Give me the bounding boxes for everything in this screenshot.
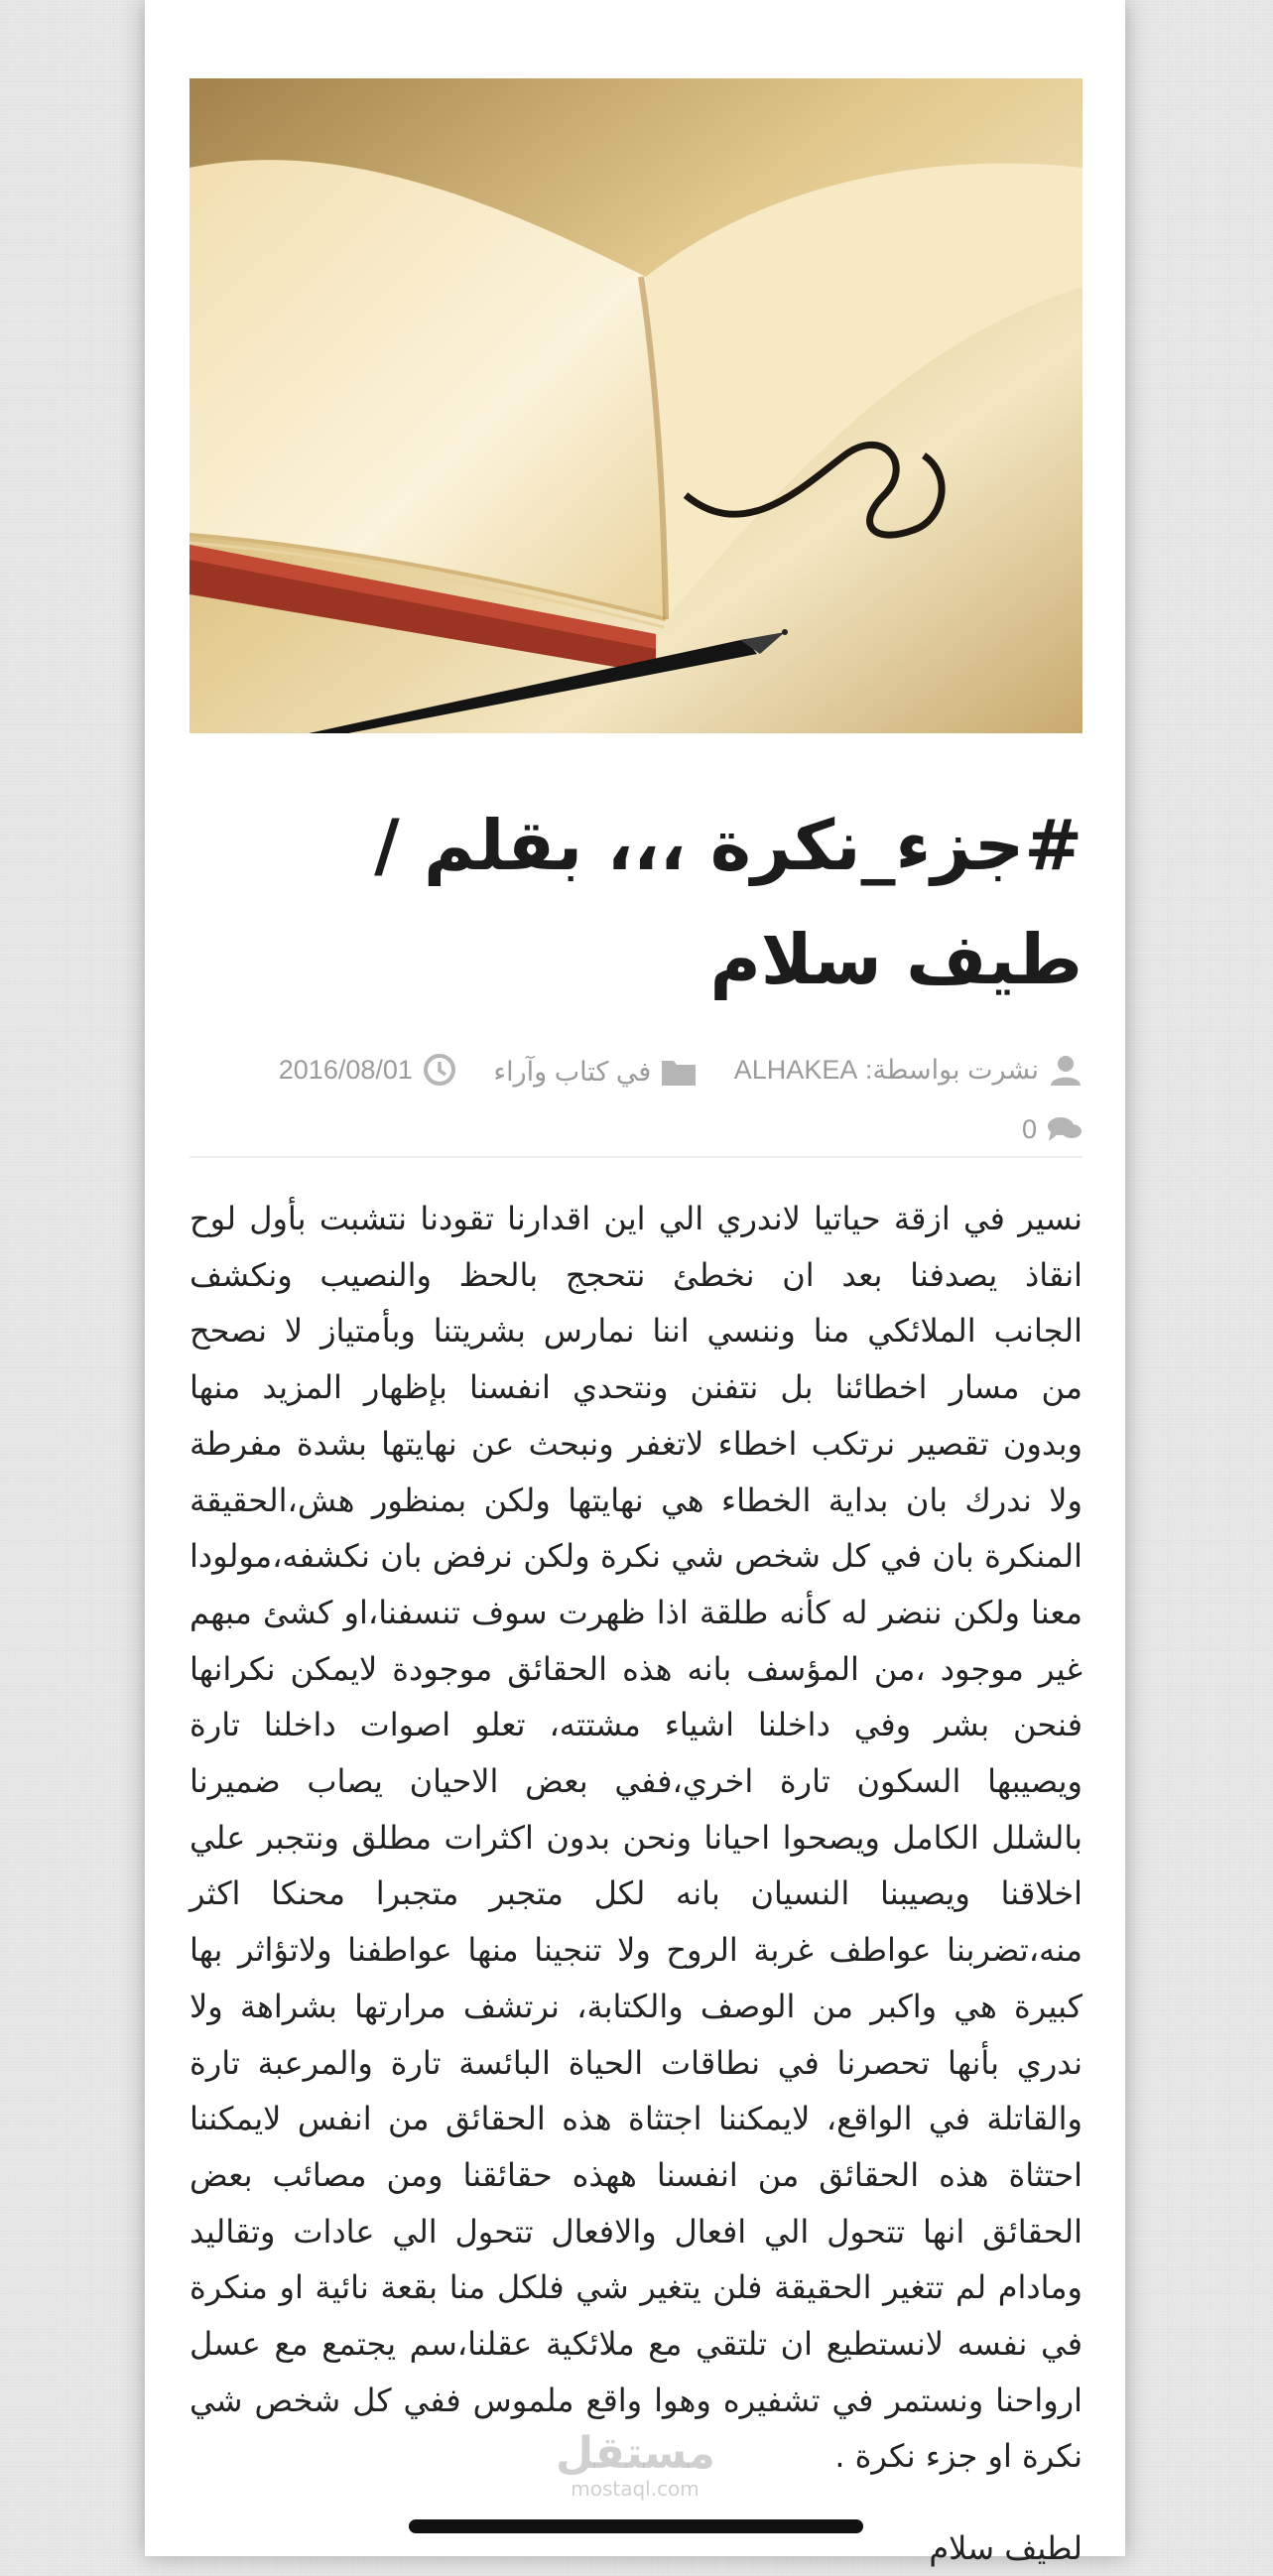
- meta-author: [734, 1044, 1082, 1095]
- user-icon: [1049, 1053, 1082, 1087]
- post-body-line: ندري بأنها تحصرنا في نطاقات الحياة البائسة تارة والمرعبة تارة: [190, 2043, 1082, 2082]
- folder-icon: [661, 1057, 697, 1087]
- post-body-line: فنحن بشر وفي داخلنا اشياء مشتته، تعلو اصوات داخلنا تارة: [190, 1706, 1082, 1744]
- clock-icon: [423, 1053, 456, 1087]
- meta-date-value: 2016/08/01: [278, 1055, 413, 1085]
- home-indicator[interactable]: [409, 2519, 863, 2533]
- post-body-line: الحقائق انها تتحول الي افعال والافعال تتحول الي عادات وتقاليد: [190, 2212, 1082, 2251]
- post-title-line-2: طيف سلام: [709, 919, 1082, 1000]
- meta-comments[interactable]: [1022, 1103, 1082, 1155]
- post-body-line: ويصيبها السكون تارة اخري،ففي بعض الاحيان يصاب ضميرنا: [190, 1762, 1082, 1801]
- post-body-line: احتثاة هذه الحقائق من انفسنا ههذه حقائقنا ومن مصائب بعض: [190, 2155, 1082, 2194]
- next-line-text: لطيف سلام: [929, 2529, 1082, 2567]
- post-body-line: بالشلل الكامل ويصحوا احيانا ونحن بدون اكثرات مطلق ونتجبر علي: [190, 1818, 1082, 1857]
- post-body-line: غير موجود ،من المؤسف بانه هذه الحقائق موجودة لايمكن نكرانها: [190, 1649, 1082, 1688]
- post-body-line: والقاتلة في الواقع، لايمكننا اجتثاة هذه الحقائق من انفس لايمكننا: [190, 2100, 1082, 2138]
- meta-category: [493, 1046, 697, 1097]
- post-body: [190, 1191, 1082, 2485]
- post-body-line: نكرة او جزء نكرة .: [834, 2437, 1082, 2476]
- notebook-illustration: [190, 78, 1082, 733]
- meta-published-by-label: نشرت بواسطة:: [864, 1055, 1039, 1085]
- meta-category-link[interactable]: في كتاب وآراء: [493, 1057, 652, 1087]
- watermark-brand-ar: مستقل: [556, 2428, 715, 2479]
- post-body-line: في نفسه لانستطيع ان تلتقي مع ملائكية عقلنا،سم يجتمع مع عسل: [190, 2325, 1082, 2364]
- meta-divider: [190, 1156, 1082, 1158]
- meta-comments-count: 0: [1021, 1114, 1037, 1144]
- post-body-line: كبيرة هي واكبر من الوصف والكتابة، نرتشف مرارتها بشراهة ولا: [190, 1987, 1082, 2025]
- post-body-line: انقاذ يصدفنا بعد ان نخطئ نتحجج بالحظ والنصيب ونكشف: [190, 1255, 1082, 1294]
- post-body-line: الجانب الملائكي منا وننسي اننا نمارس بشريتنا وبأمتياز لا نصحح: [190, 1312, 1082, 1351]
- mostaql-watermark: [556, 2428, 715, 2501]
- post-body-line: معنا ولكن ننضر له كأنه طلقة اذا ظهرت سوف تنسفنا،او كشئ مبهم: [190, 1593, 1082, 1631]
- post-title[interactable]: [190, 789, 1082, 1017]
- post-body-line: منه،تضربنا عواطف غربة الروح ولا تنجينا منها عواطفنا ولاتؤاثر بها: [190, 1931, 1082, 1970]
- featured-image-notebook-pen[interactable]: [190, 78, 1082, 733]
- post-body-line: ولا ندرك بان بداية الخطاء هي نهايتها ولكن بمنظور هش،الحقيقة: [190, 1481, 1082, 1519]
- post-body-line: ارواحنا ونستمر في تشفيره وهوا واقع ملموس ففي كل شخص شي: [190, 2381, 1082, 2419]
- post-body-line: اخلاقنا ويصيبنا النسيان بانه لكل متجبر متجبرا محنكا اكثر: [190, 1874, 1082, 1913]
- meta-date: [279, 1044, 456, 1095]
- post-body-line: ومادام لم تتغير الحقيقة فلن يتغير شي فلكل منا بقعة نائية او منكرة: [190, 2268, 1082, 2307]
- post-body-line: من مسار اخطائنا بل نتفنن ونتحدي انفسنا بإظهار المزيد منها: [190, 1368, 1082, 1407]
- post-body-line: المنكرة بان في كل شخص شي نكرة ولكن نرفض بان نكشفه،مولودا: [190, 1537, 1082, 1576]
- watermark-brand-en: mostaql.com: [571, 2477, 700, 2501]
- meta-author-name[interactable]: ALHAKEA: [733, 1055, 858, 1085]
- post-body-line: نسير في ازقة حياتيا لاندري الي اين اقدارنا تقودنا نتشبت بأول لوح: [190, 1200, 1082, 1237]
- post-card: [145, 0, 1125, 2567]
- post-meta: [190, 1044, 1082, 1161]
- post-body-line: وبدون تقصير نرتكب اخطاء لاتغفر ونبحث عن نهايتها بشدة مفرطة: [190, 1424, 1082, 1463]
- comments-icon: [1047, 1114, 1082, 1144]
- post-title-line-1: #جزء_نكرة ،،، بقلم /: [374, 805, 1082, 886]
